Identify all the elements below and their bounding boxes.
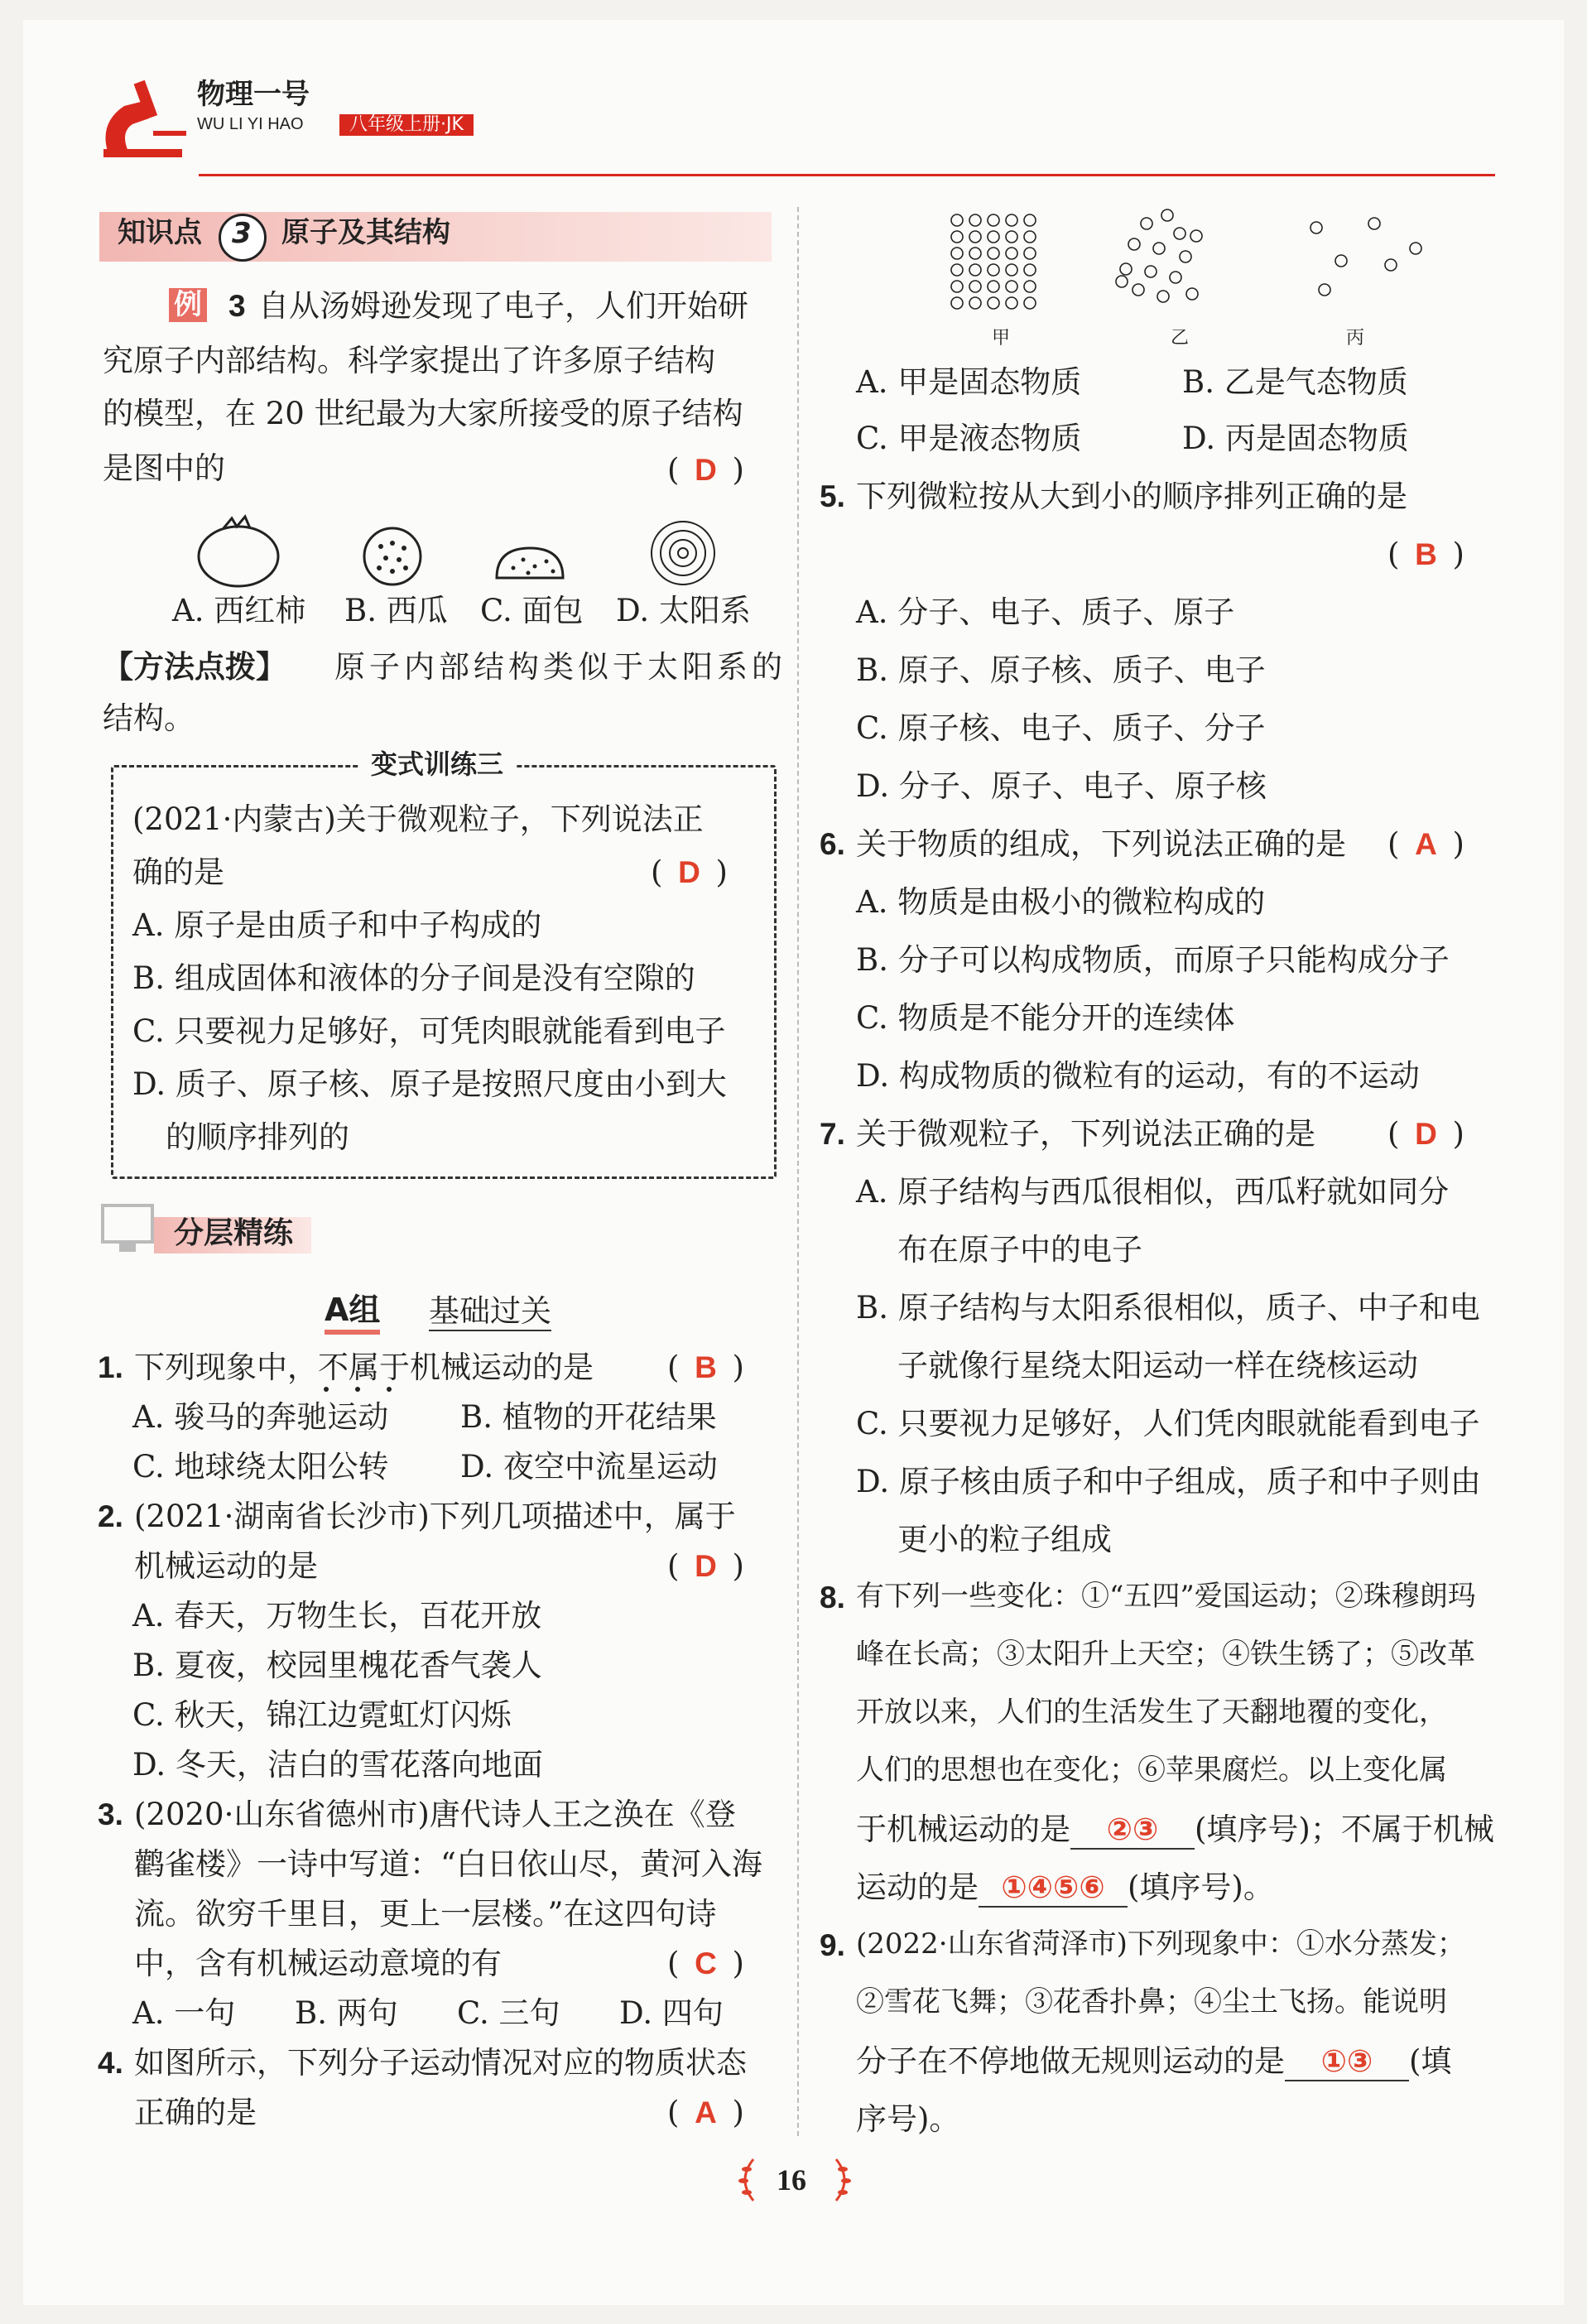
variant-option-b: B. 组成固体和液体的分子间是没有空隙的 (132, 960, 695, 996)
q8-blank-2: ①④⑤⑥ (979, 1869, 1128, 1908)
q7-option-d-cont: 更小的粒子组成 (897, 1522, 1112, 1557)
q9-line-3b: (填 (1409, 2043, 1452, 2079)
q2-num: 2. (98, 1499, 123, 1533)
q6-option-d: D. 构成物质的微粒有的运动，有的不运动 (856, 1058, 1420, 1094)
q3-answer: ( C ) (667, 1946, 744, 1981)
molecule-gas (1319, 284, 1330, 296)
q7-option-a-cont: 布在原子中的电子 (897, 1232, 1142, 1268)
method-line-1: 原子内部结构类似于太阳系的 (334, 649, 786, 685)
molecule-solid (988, 281, 999, 292)
q5-answer: ( B ) (1387, 536, 1464, 572)
molecule-solid (951, 264, 963, 276)
q1-option-d: D. 夜空中流星运动 (460, 1449, 718, 1484)
molecule-solid (969, 297, 981, 309)
molecule-liquid (1153, 243, 1165, 254)
example-line-1: 自从汤姆逊发现了电子，人们开始研 (258, 288, 748, 324)
molecule-solid (969, 264, 981, 276)
q2-option-b: B. 夏夜，校园里槐花香气袭人 (132, 1648, 542, 1683)
molecule-liquid (1170, 272, 1181, 283)
q9-line-3 (856, 2043, 1451, 2081)
q5-option-a: A. 分子、电子、质子、原子 (856, 594, 1235, 630)
molecule-solid (951, 281, 963, 292)
column-divider (797, 207, 799, 2136)
molecule-liquid (1174, 228, 1185, 239)
q4-option-d: D. 丙是固态物质 (1182, 421, 1409, 456)
q1-answer: ( B ) (667, 1350, 744, 1385)
q7-option-b: B. 原子结构与太阳系很相似，质子、中子和电 (856, 1290, 1480, 1326)
molecule-solid (1006, 297, 1017, 309)
molecule-solid (969, 281, 981, 292)
q3-num: 3. (98, 1797, 123, 1831)
variant-option-d: D. 质子、原子核、原子是按照尺度由小到大 (132, 1066, 727, 1102)
q8-blank-1: ②③ (1070, 1812, 1195, 1850)
example-figures (182, 505, 745, 596)
q3-line-1: (2020·山东省德州市)唐代诗人王之涣在《登 (134, 1797, 736, 1832)
q5-option-b: B. 原子、原子核、质子、电子 (856, 652, 1266, 688)
q7-option-d: D. 原子核由质子和中子组成，质子和中子则由 (856, 1464, 1481, 1499)
microscope-logo-icon (91, 73, 190, 164)
molecule-solid (1006, 231, 1017, 243)
molecule-liquid (1116, 276, 1128, 287)
q2-option-d: D. 冬天，洁白的雪花落向地面 (132, 1747, 543, 1783)
knowledge-point-title: 原子及其结构 (281, 216, 450, 249)
example-option-b: B. 西瓜 (344, 593, 448, 628)
molecule-liquid (1133, 284, 1144, 296)
q5-option-c: C. 原子核、电子、质子、分子 (856, 710, 1266, 746)
example-option-a: A. 西红柿 (172, 593, 306, 628)
q7-option-b-cont: 子就像行星绕太阳运动一样在绕核运动 (897, 1348, 1418, 1383)
q4-line-2: 正确的是 (134, 2095, 257, 2130)
q3-line-2: 鹳雀楼》一诗中写道：“白日依山尽，黄河入海 (134, 1846, 762, 1882)
q8-line-3: 开放以来，人们的生活发生了天翻地覆的变化， (856, 1696, 1447, 1729)
q8-line-6 (856, 1869, 1274, 1908)
q5-num: 5. (820, 479, 845, 513)
molecule-liquid (1120, 263, 1132, 275)
group-sub: 基础过关 (429, 1293, 551, 1331)
example-line-3: 的模型，在 20 世纪最为大家所接受的原子结构 (103, 396, 743, 431)
q8-line-2: 峰在长高；③太阳升上天空；④铁生锈了；⑤改革 (856, 1638, 1475, 1671)
molecule-gas (1385, 259, 1397, 271)
q7-answer: ( D ) (1387, 1116, 1464, 1152)
q1-option-b: B. 植物的开花结果 (460, 1399, 717, 1435)
variant-option-c: C. 只要视力足够好，可凭肉眼就能看到电子 (132, 1013, 726, 1049)
molecule-solid (951, 231, 963, 243)
watermelon-icon (364, 528, 421, 585)
example-line-4: 是图中的 (103, 450, 225, 486)
example-badge: 例 (169, 288, 207, 322)
q3-line-3: 流。欲穷千里目，更上一层楼。”在这四句诗 (134, 1896, 717, 1932)
q6-option-b: B. 分子可以构成物质，而原子只能构成分子 (856, 942, 1450, 978)
variant-title: 变式训练三 (359, 748, 515, 780)
fig-label-yi: 乙 (1171, 328, 1190, 349)
q9-num: 9. (820, 1928, 845, 1962)
q1-option-c: C. 地球绕太阳公转 (132, 1449, 389, 1484)
example-line-2: 究原子内部结构。科学家提出了许多原子结构 (103, 343, 715, 378)
knowledge-point-label: 知识点 (118, 216, 202, 249)
brand-pinyin: WU LI YI HAO (197, 115, 304, 133)
q3-option-b: B. 两句 (295, 1995, 398, 2031)
molecule-solid (969, 248, 981, 259)
q2-answer: ( D ) (667, 1548, 744, 1584)
tomato-icon (199, 517, 278, 586)
molecule-solid (969, 231, 981, 243)
q8-line-5a: 于机械运动的是 (856, 1812, 1070, 1847)
q8-num: 8. (820, 1581, 845, 1614)
q7-option-a: A. 原子结构与西瓜很相似，西瓜籽就如同分 (856, 1174, 1450, 1210)
molecule-solid (1024, 297, 1036, 309)
q7-num: 7. (820, 1117, 845, 1151)
variant-line-1: (2021·内蒙古)关于微观粒子，下列说法正 (132, 801, 704, 837)
group-label: A组 (325, 1292, 380, 1335)
molecule-solid (951, 214, 963, 226)
method-label: 【方法点拨】 (103, 649, 286, 685)
q4-option-c: C. 甲是液态物质 (856, 421, 1082, 456)
q1-num: 1. (98, 1350, 123, 1384)
molecule-liquid (1141, 218, 1152, 229)
header (91, 73, 1498, 180)
header-rule (199, 174, 1495, 176)
molecule-solid (1006, 281, 1017, 292)
molecule-solid (1024, 264, 1036, 276)
q6-option-c: C. 物质是不能分开的连续体 (856, 1000, 1235, 1036)
example-answer: ( D ) (667, 452, 744, 488)
page-number: 16 (777, 2163, 806, 2196)
q5-text: 下列微粒按从大到小的顺序排列正确的是 (856, 479, 1407, 514)
molecule-solid (1006, 264, 1017, 276)
molecule-gas (1410, 243, 1421, 254)
molecule-solid (951, 297, 963, 309)
q2-line-1: (2021·湖南省长沙市)下列几项描述中，属于 (134, 1499, 736, 1534)
q6-text: 关于物质的组成，下列说法正确的是 (856, 826, 1346, 862)
q2-line-2: 机械运动的是 (134, 1548, 318, 1584)
q9-line-3a: 分子在不停地做无规则运动的是 (856, 2043, 1285, 2079)
molecule-solid (1024, 281, 1036, 292)
emphasis-dots (316, 1384, 407, 1394)
molecule-liquid (1190, 230, 1202, 242)
q7-option-c: C. 只要视力足够好，人们凭肉眼就能看到电子 (856, 1406, 1480, 1441)
molecule-solid (988, 264, 999, 276)
q5-option-d: D. 分子、原子、电子、原子核 (856, 768, 1267, 804)
variant-answer: ( D ) (651, 854, 728, 890)
example-option-c: C. 面包 (480, 593, 584, 628)
q3-line-4: 中，含有机械运动意境的有 (134, 1946, 502, 1981)
molecule-gas (1368, 218, 1380, 229)
q6-answer: ( A ) (1387, 826, 1464, 862)
molecule-solid (1024, 248, 1036, 259)
molecule-liquid (1161, 209, 1173, 221)
q9-line-4: 序号)。 (856, 2101, 960, 2137)
q4-answer: ( A ) (667, 2095, 744, 2130)
q6-num: 6. (820, 827, 845, 861)
molecule-gas (1335, 255, 1347, 267)
q9-line-1: (2022·山东省菏泽市)下列现象中：①水分蒸发； (856, 1927, 1465, 1961)
q2-option-a: A. 春天，万物生长，百花开放 (132, 1598, 542, 1634)
molecule-solid (988, 248, 999, 259)
molecule-state-figure (927, 199, 1440, 323)
example-option-d: D. 太阳系 (616, 593, 751, 628)
q3-option-c: C. 三句 (457, 1995, 560, 2031)
method-line-2: 结构。 (103, 700, 195, 736)
q9-line-2: ②雪花飞舞；③花香扑鼻；④尘土飞扬。能说明 (856, 1985, 1447, 2018)
q8-line-5 (856, 1812, 1494, 1850)
q1-text: 下列现象中，不属于机械运动的是 (134, 1350, 594, 1385)
molecule-solid (988, 231, 999, 243)
grade-tag: 八年级上册·JK (339, 114, 474, 136)
variant-line-2: 确的是 (132, 854, 224, 890)
variant-option-d-cont: 的顺序排列的 (166, 1119, 349, 1155)
molecule-solid (1006, 248, 1017, 259)
q3-option-a: A. 一句 (132, 1995, 236, 2031)
molecule-liquid (1128, 238, 1140, 250)
q1-option-a: A. 骏马的奔驰运动 (132, 1399, 389, 1435)
q8-line-6a: 运动的是 (856, 1869, 979, 1905)
q8-line-6b: (填序号)。 (1128, 1869, 1274, 1905)
fig-label-jia: 甲 (992, 328, 1011, 349)
knowledge-point-num: 3 (232, 217, 252, 250)
molecule-solid (969, 214, 981, 226)
q4-line-1: 如图所示，下列分子运动情况对应的物质状态 (134, 2045, 747, 2081)
q8-line-1: 有下列一些变化：①“五四”爱国运动；②珠穆朗玛 (856, 1580, 1476, 1613)
molecule-solid (1024, 231, 1036, 243)
molecule-gas (1310, 222, 1322, 233)
molecule-solid (1006, 214, 1017, 226)
molecule-liquid (1157, 291, 1169, 302)
fig-label-bing: 丙 (1346, 328, 1365, 349)
solar-system-icon (652, 522, 714, 585)
layer-title: 分层精练 (174, 1216, 294, 1250)
q4-option-a: A. 甲是固态物质 (856, 364, 1082, 400)
q4-num: 4. (98, 2046, 123, 2080)
molecule-solid (988, 297, 999, 309)
molecule-liquid (1180, 251, 1191, 262)
q9-blank: ①③ (1285, 2043, 1409, 2081)
q6-option-a: A. 物质是由极小的微粒构成的 (856, 884, 1266, 920)
variant-option-a: A. 原子是由质子和中子构成的 (132, 907, 542, 943)
q8-line-4: 人们的思想也在变化；⑥苹果腐烂。以上变化属 (856, 1754, 1447, 1787)
q3-option-d: D. 四句 (619, 1995, 724, 2031)
example-num: 3 (228, 289, 246, 323)
q8-line-5b: (填序号)；不属于机械 (1195, 1812, 1494, 1847)
q4-option-b: B. 乙是气态物质 (1182, 364, 1408, 400)
molecule-solid (988, 214, 999, 226)
molecule-solid (1024, 214, 1036, 226)
brand-title: 物理一号 (197, 78, 310, 111)
molecule-liquid (1145, 266, 1157, 277)
q2-option-c: C. 秋天，锦江边霓虹灯闪烁 (132, 1697, 512, 1733)
bread-icon (497, 548, 563, 578)
molecule-solid (951, 248, 963, 259)
molecule-liquid (1186, 288, 1198, 300)
q7-text: 关于微观粒子，下列说法正确的是 (856, 1116, 1315, 1152)
